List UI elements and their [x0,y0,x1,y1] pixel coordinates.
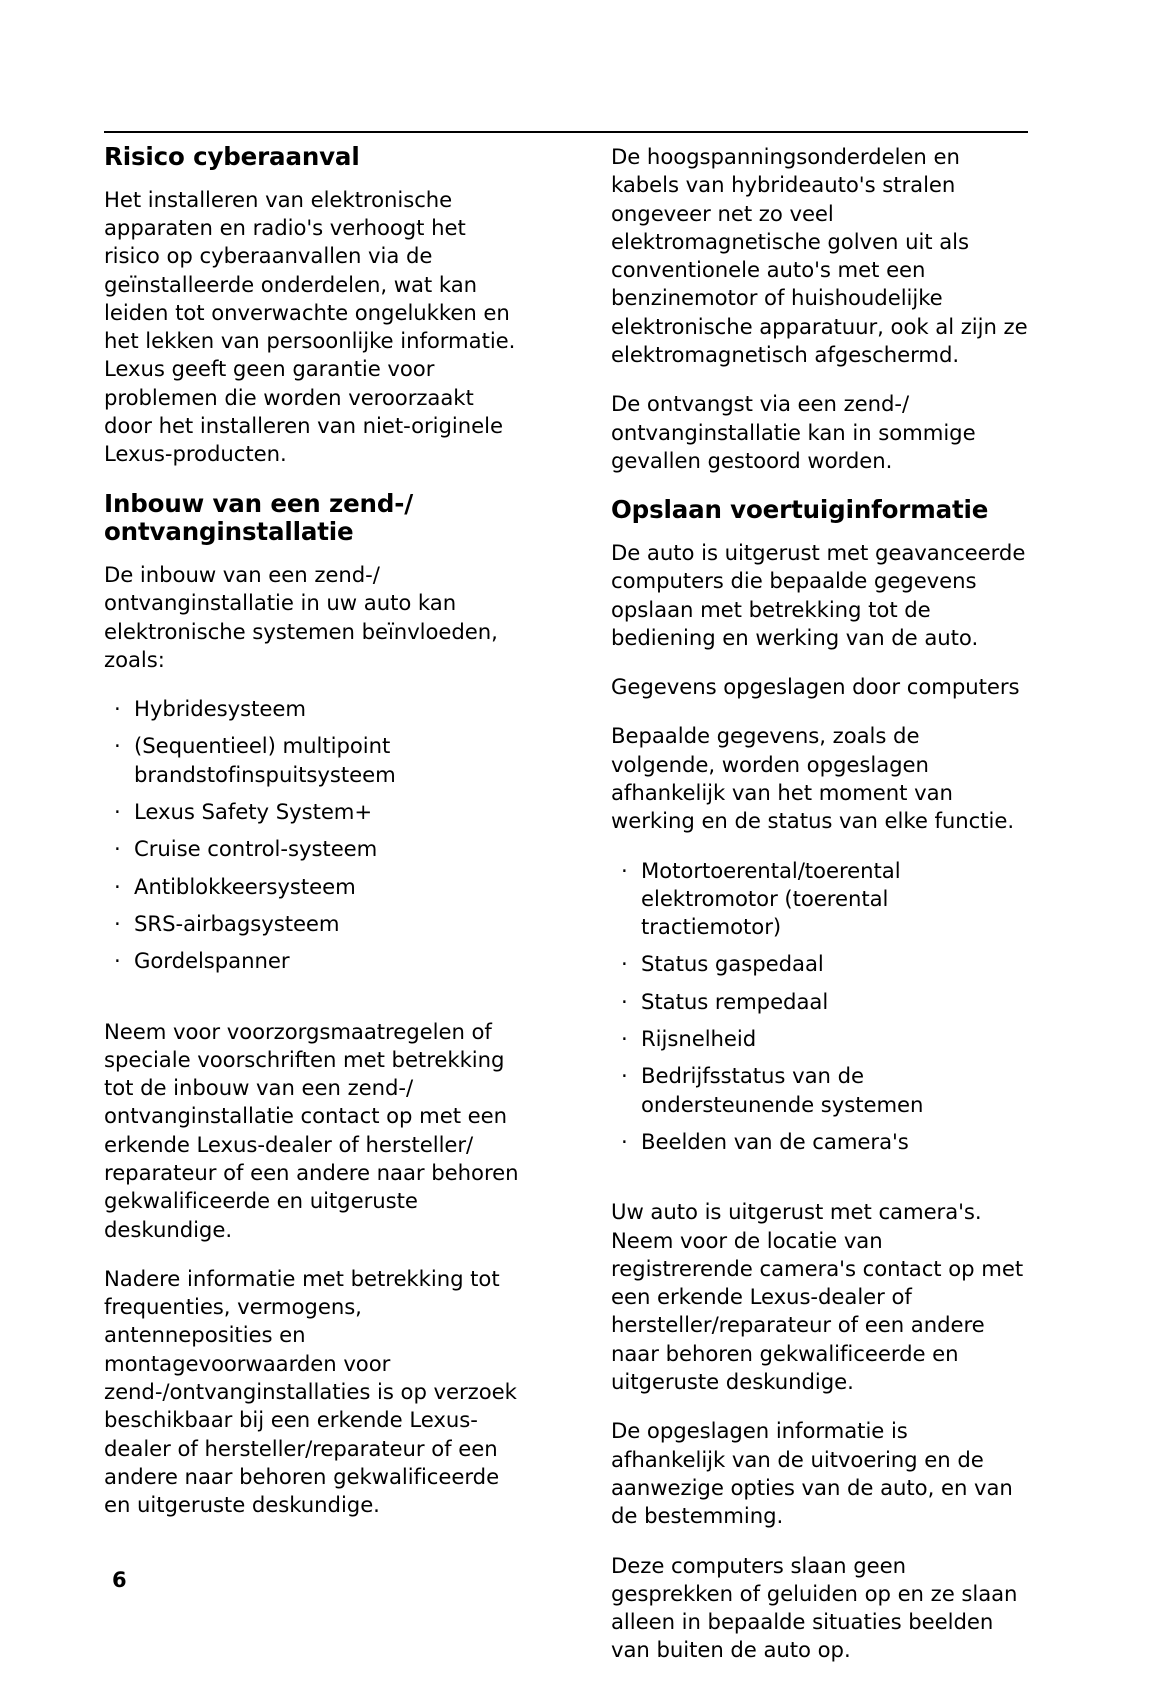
left-column [104,143,521,1541]
list-item [104,695,521,723]
bullet-dot-icon: · [114,733,121,759]
paragraph-ontvangst-gestoord: De ontvangst via een zend-/ ontvanginstallatie kan in sommige gevallen gestoord worden. [611,391,976,473]
list-item-label: SRS-airbagsysteem [134,910,340,936]
list-item-label: Status rempedaal [641,988,829,1014]
page-number: 6 [112,1568,127,1592]
list-item-label: Motortoerental/toerental elektromotor (toerental tractiemotor) [641,857,901,940]
section-inbouw-zendinstallatie [104,490,521,1520]
header-rule [104,131,1028,133]
paragraph-hoogspanningsonderdelen: De hoogspanningsonderdelen en kabels van hybrideauto's stralen ongeveer net zo veel elektromagnetische golven uit als conventionele auto's met een benzinemotor of huishoudelijke elektronische apparatuur, ook al zijn ze elektromagnetisch afgeschermd. [611,144,1028,368]
list-item [104,732,521,789]
list-opgeslagen-gegevens [611,857,1028,1157]
list-item [611,1062,1028,1119]
list-item [611,950,1028,978]
section-opslaan-voertuiginformatie [611,496,1028,1664]
heading-risico-cyberaanval: Risico cyberaanval [104,142,360,171]
bullet-dot-icon: · [114,873,121,899]
heading-inbouw-zend-ontvanginstallatie: Inbouw van een zend-/ ontvanginstallatie [104,488,414,547]
list-item [104,835,521,863]
list-item-label: Hybridesysteem [134,696,306,722]
bullet-dot-icon: · [621,1063,628,1089]
bullet-dot-icon: · [114,799,121,825]
bullet-dot-icon: · [114,910,121,936]
list-item-label: Antiblokkeersysteem [134,873,356,899]
bullet-dot-icon: · [114,836,121,862]
list-item [104,798,521,826]
list-item [611,1128,1028,1156]
bullet-dot-icon: · [621,1026,628,1052]
list-item [611,988,1028,1016]
paragraph-gegevens-opgeslagen-door-computers: Gegevens opgeslagen door computers [611,674,1020,700]
section-risico-cyberaanval [104,143,521,469]
paragraph-opgeslagen-informatie-afhankelijk: De opgeslagen informatie is afhankelijk van de uitvoering en de aanwezige opties van de auto, en van de bestemming. [611,1418,1013,1529]
list-item-label: Rijsnelheid [641,1026,757,1052]
right-column [611,143,1028,1686]
list-item [104,947,521,975]
heading-opslaan-voertuiginformatie: Opslaan voertuiginformatie [611,495,989,525]
list-item [611,1025,1028,1053]
list-item-label: Status gaspedaal [641,951,824,977]
list-item-label: Cruise control-systeem [134,836,378,862]
paragraph-geen-gesprekken: Deze computers slaan geen gesprekken of geluiden op en ze slaan alleen in bepaalde situaties beelden van buiten de auto op. [611,1552,1018,1663]
paragraph-cyberaanval-body: Het installeren van elektronische apparaten en radio's verhoogt het risico op cyberaanvallen via de geïnstalleerde onderdelen, wat kan leiden tot onverwachte ongelukken en het lekken van persoonlijke informatie. Lexus geeft geen garantie voor problemen die worden veroorzaakt door het installeren van niet-originele Lexus-producten. [104,186,516,467]
list-item-label: Bedrijfsstatus van de ondersteunende systemen [641,1063,924,1117]
list-beinvloede-systemen [104,695,521,975]
list-item [104,910,521,938]
paragraph-voorzorgsmaatregelen: Neem voor voorzorgsmaatregelen of speciale voorschriften met betrekking tot de inbouw van een zend-/ ontvanginstallatie contact op met een erkende Lexus-dealer of hersteller/ reparateur of een andere naar behoren gekwalificeerde en uitgeruste deskundige. [104,1018,519,1242]
bullet-dot-icon: · [114,696,121,722]
paragraph-geavanceerde-computers: De auto is uitgerust met geavanceerde computers die bepaalde gegevens opslaan met betrekking tot de bediening en werking van de auto. [611,539,1026,650]
list-item [104,873,521,901]
bullet-dot-icon: · [621,988,628,1014]
bullet-dot-icon: · [621,1128,628,1154]
paragraph-inbouw-intro: De inbouw van een zend-/ ontvanginstallatie in uw auto kan elektronische systemen beïnvloeden, zoals: [104,561,498,672]
section-hoogspanning-continued [611,143,1028,475]
paragraph-bepaalde-gegevens-intro: Bepaalde gegevens, zoals de volgende, worden opgeslagen afhankelijk van het moment van werking en de status van elke functie. [611,723,1015,834]
two-column-body [104,143,1028,1686]
list-item-label: Beelden van de camera's [641,1128,909,1154]
bullet-dot-icon: · [621,857,628,883]
paragraph-nadere-informatie: Nadere informatie met betrekking tot frequenties, vermogens, antenneposities en montagevoorwaarden voor zend-/ontvanginstallaties is op verzoek beschikbaar bij een erkende Lexus-dealer of hersteller/reparateur of een andere naar behoren gekwalificeerde en uitgeruste deskundige. [104,1265,517,1518]
list-item-label: (Sequentieel) multipoint brandstofinspuitsysteem [134,733,396,787]
bullet-dot-icon: · [621,951,628,977]
list-item-label: Lexus Safety System+ [134,799,373,825]
list-item-label: Gordelspanner [134,948,290,974]
paragraph-uw-auto-cameras: Uw auto is uitgerust met camera's. Neem voor de locatie van registrerende camera's contact op met een erkende Lexus-dealer of hersteller/reparateur of een andere naar behoren gekwalificeerde en uitgeruste deskundige. [611,1199,1024,1395]
bullet-dot-icon: · [114,948,121,974]
list-item [611,857,1028,942]
